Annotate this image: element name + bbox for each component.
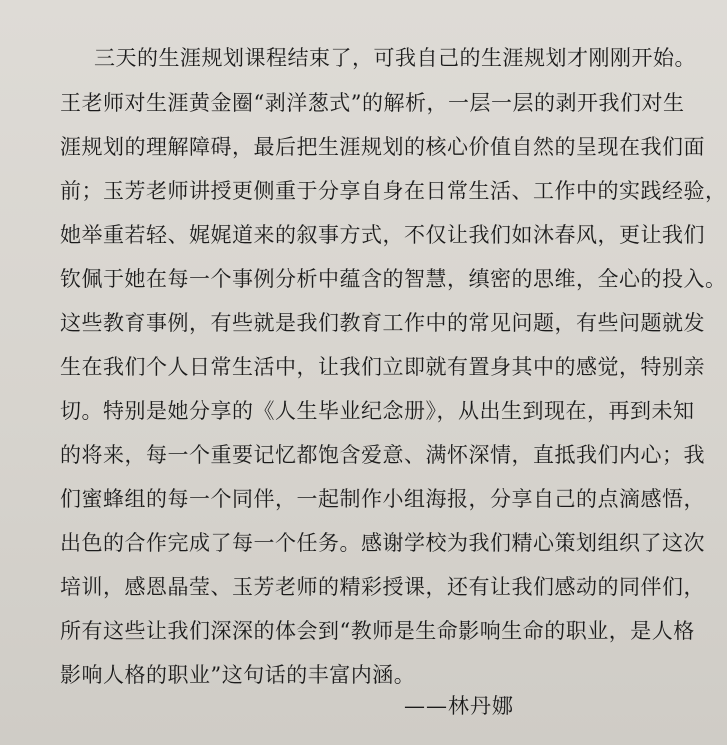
text-line-6: 钦佩于她在每一个事例分析中蕴含的智慧，缜密的思维，全心的投入。 (60, 267, 727, 291)
signature: ——林丹娜 (404, 694, 514, 718)
text-line-13: 培训，感恩晶莹、玉芳老师的精彩授课，还有让我们感动的同伴们， (60, 575, 705, 599)
text-line-11: 们蜜蜂组的每一个同伴，一起制作小组海报，分享自己的点滴感悟， (60, 487, 705, 511)
text-line-4: 前；玉芳老师讲授更侧重于分享自身在日常生活、工作中的实践经验， (60, 179, 727, 203)
text-line-1: 三天的生涯规划课程结束了，可我自己的生涯规划才刚刚开始。 (94, 46, 696, 70)
text-line-10: 的将来，每一个重要记忆都饱含爱意、满怀深情，直抵我们内心；我 (60, 443, 705, 467)
text-line-14: 所有这些让我们深深的体会到“教师是生命影响生命的职业，是人格 (60, 619, 695, 643)
text-line-9: 切。特别是她分享的《人生毕业纪念册》，从出生到现在，再到未知 (60, 399, 695, 423)
text-line-12: 出色的合作完成了每一个任务。感谢学校为我们精心策划组织了这次 (60, 531, 705, 555)
text-line-15: 影响人格的职业”这句话的丰富内涵。 (60, 663, 416, 687)
text-line-3: 涯规划的理解障碍，最后把生涯规划的核心价值自然的呈现在我们面 (60, 135, 705, 159)
text-line-2: 王老师对生涯黄金圈“剥洋葱式”的解析，一层一层的剥开我们对生 (60, 91, 685, 115)
text-line-7: 这些教育事例，有些就是我们教育工作中的常见问题，有些问题就发 (60, 311, 705, 335)
text-line-5: 她举重若轻、娓娓道来的叙事方式，不仅让我们如沐春风，更让我们 (60, 223, 705, 247)
text-line-8: 生在我们个人日常生活中，让我们立即就有置身其中的感觉，特别亲 (60, 355, 705, 379)
